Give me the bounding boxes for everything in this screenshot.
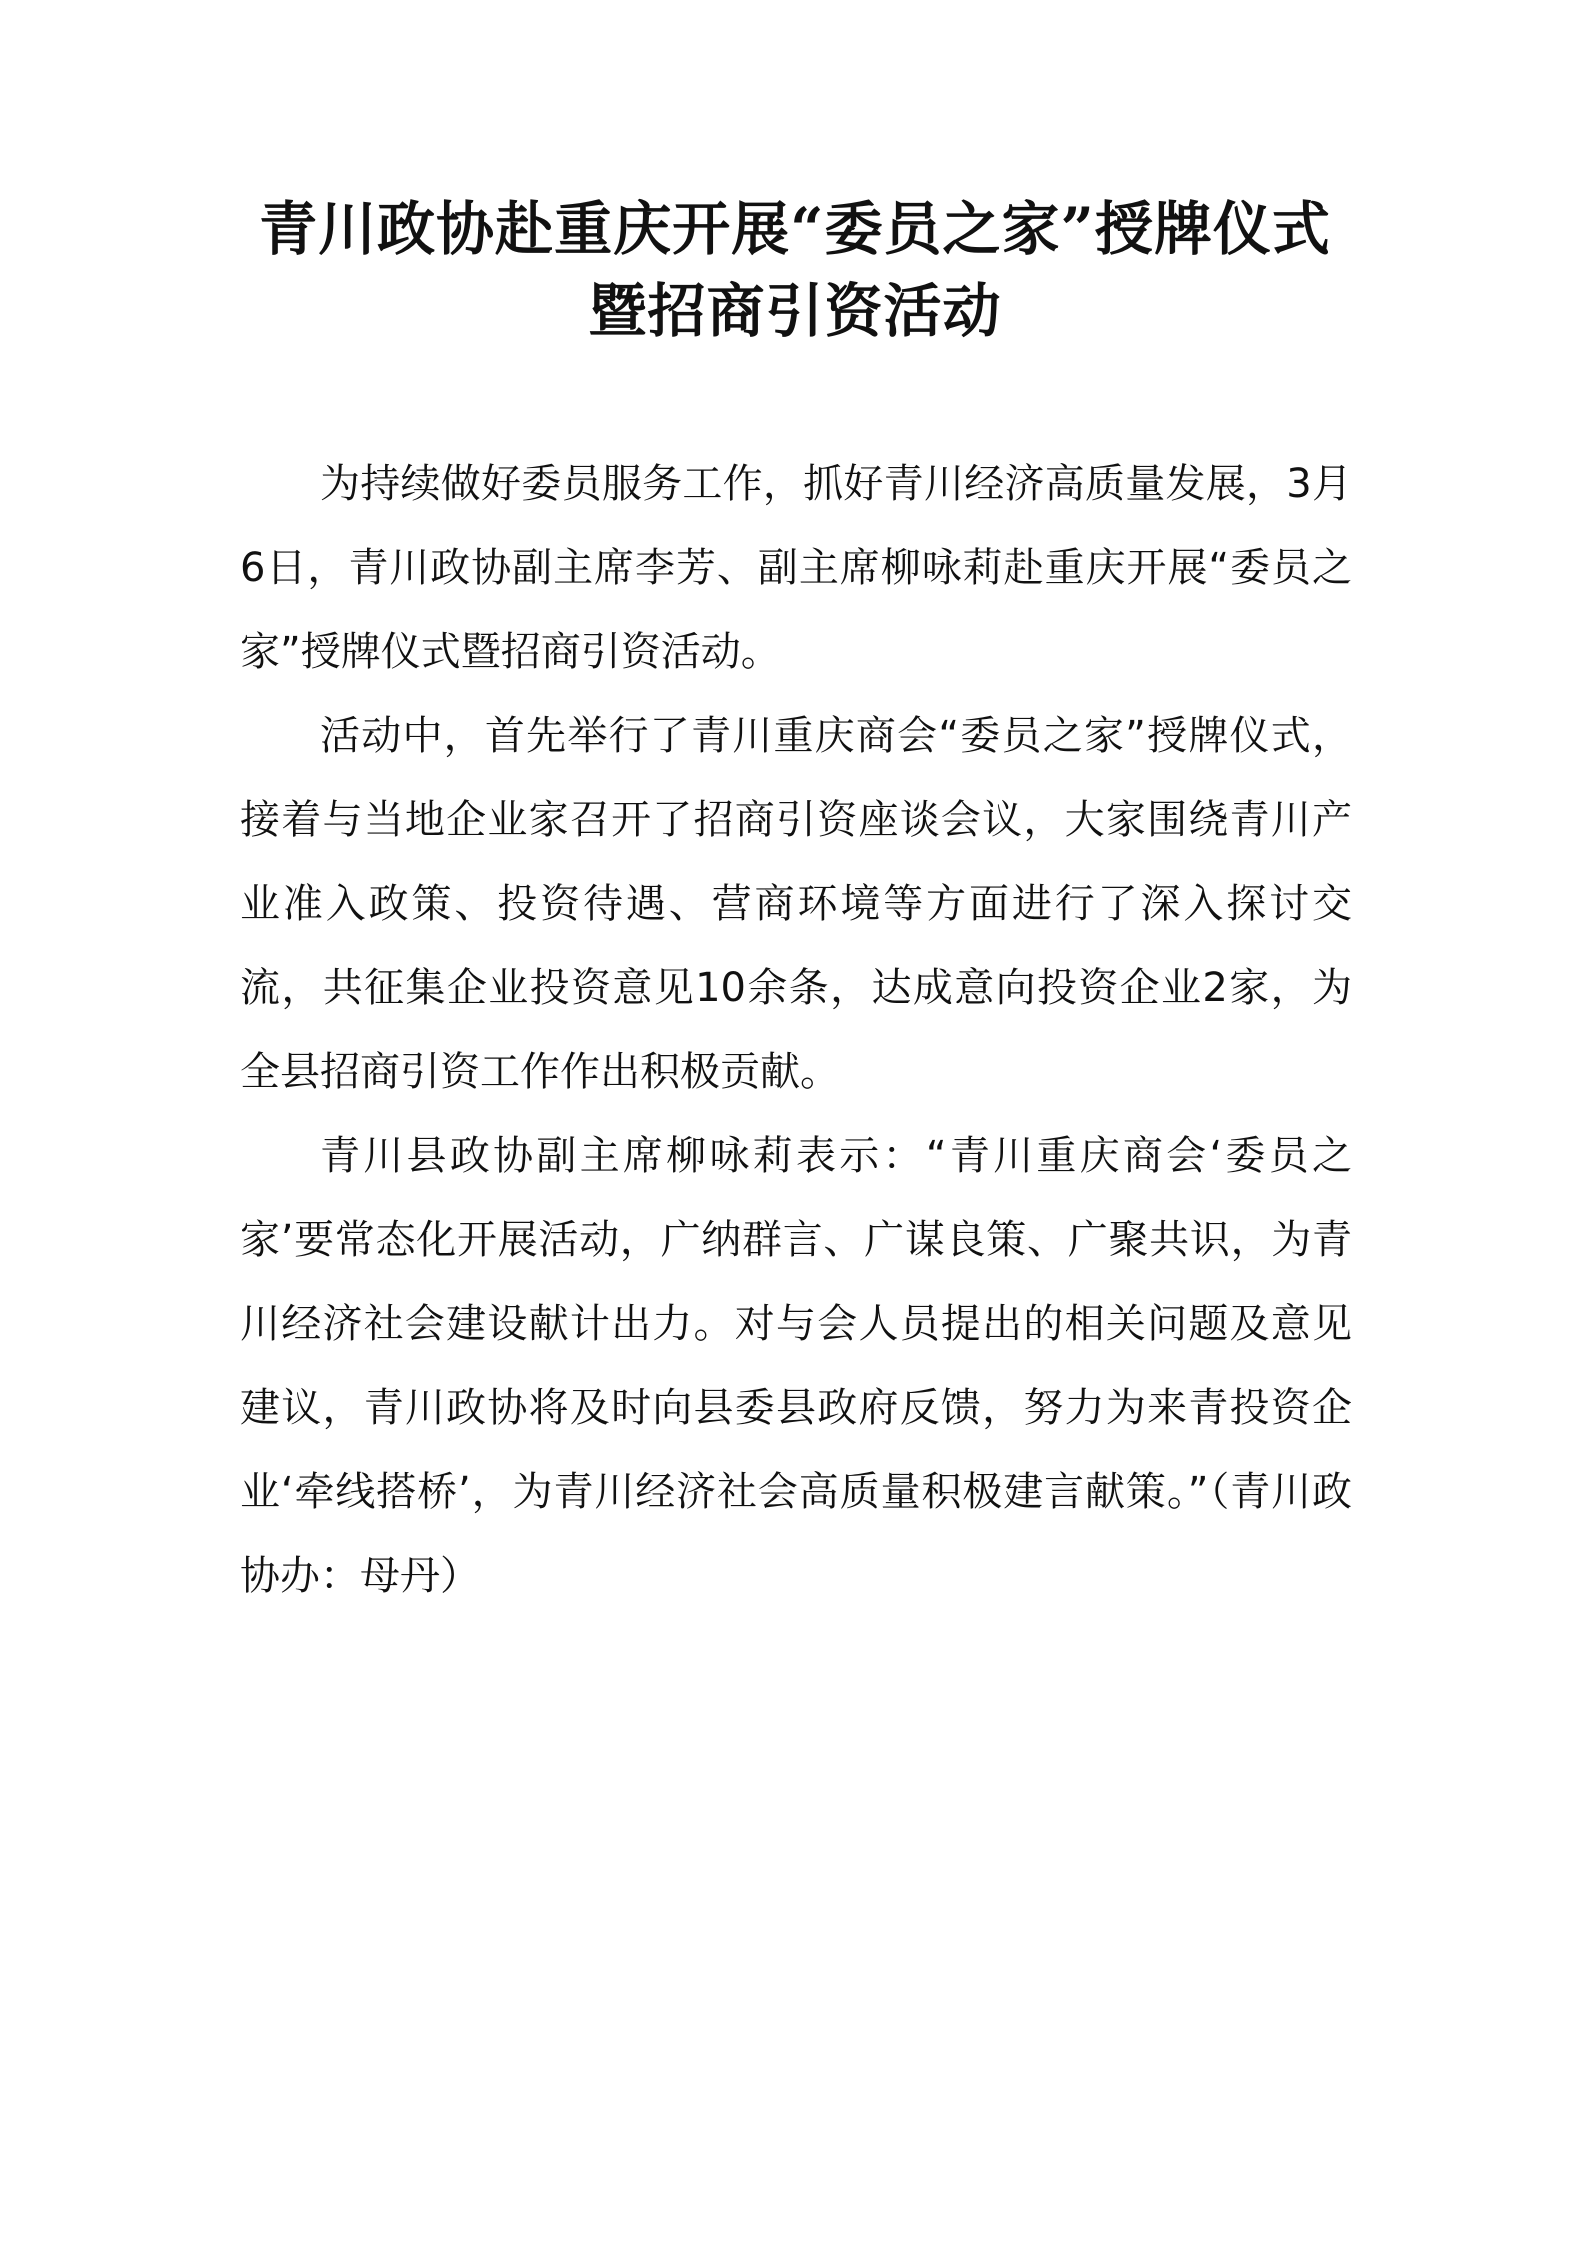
paragraph-intro: 为持续做好委员服务工作，抓好青川经济高质量发展，3月6日，青川政协副主席李芳、副主席柳咏莉赴重庆开展“委员之家”授牌仪式暨招商引资活动。 [240, 461, 1352, 675]
paragraph-statement: 青川县政协副主席柳咏莉表示：“青川重庆商会‘委员之家’要常态化开展活动，广纳群言、广谋良策、广聚共识，为青川经济社会建设献计出力。对与会人员提出的相关问题及意见建议，青川政协将及时向县委县政府反馈，努力为来青投资企业‘牵线搭桥’，为青川经济社会高质量积极建言献策。”（青川政协办：母丹） [240, 1133, 1352, 1599]
article-title-line-2: 暨招商引资活动 [588, 277, 1002, 345]
article-body [240, 442, 1352, 1618]
article-title-line-1: 青川政协赴重庆开展“委员之家”授牌仪式 [259, 195, 1331, 263]
paragraph-activity: 活动中，首先举行了青川重庆商会“委员之家”授牌仪式，接着与当地企业家召开了招商引资座谈会议，大家围绕青川产业准入政策、投资待遇、营商环境等方面进行了深入探讨交流，共征集企业投资意见10余条，达成意向投资企业2家，为全县招商引资工作作出积极贡献。 [240, 713, 1352, 1095]
article-title [240, 188, 1350, 352]
